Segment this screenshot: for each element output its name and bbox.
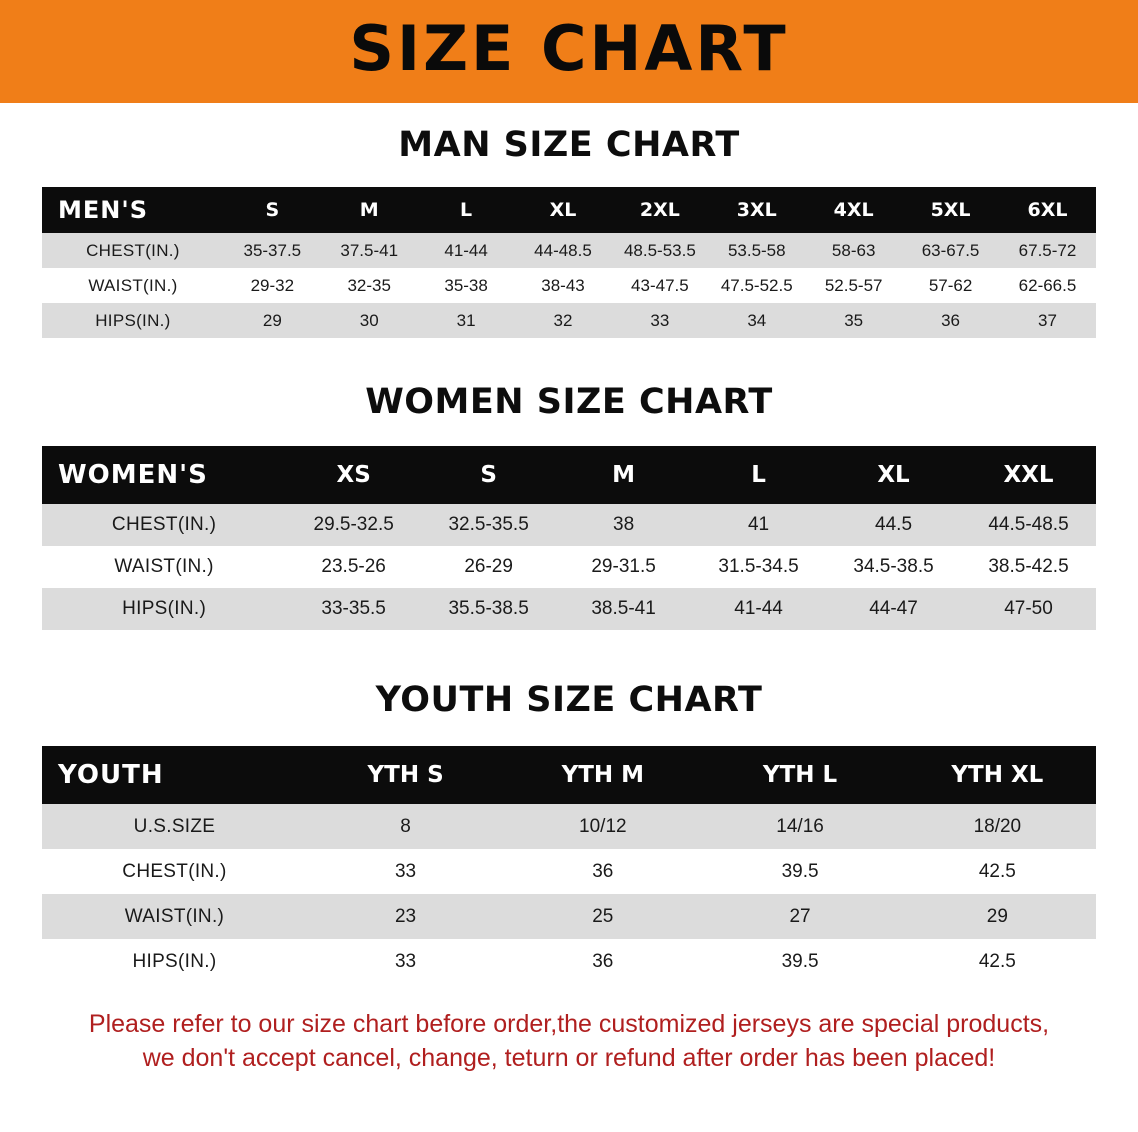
youth-cell-value: 42.5 [978, 860, 1016, 882]
youth-cell-value: 27 [789, 905, 811, 927]
women-row-label: HIPS(IN.) [122, 598, 207, 619]
youth-cell-value: 33 [394, 860, 417, 882]
man-column-header: S [265, 199, 280, 221]
youth-cell-value: 10/12 [579, 815, 627, 837]
women-column-header: XS [336, 462, 371, 488]
man-cell-value: 31 [456, 310, 476, 330]
youth-table-body [42, 804, 1096, 984]
youth-cell-value: 23 [394, 905, 417, 927]
man-cell-value: 47.5-52.5 [720, 275, 793, 295]
youth-cell-value: 36 [592, 860, 614, 882]
women-cell-value: 38.5-41 [591, 598, 656, 619]
man-cell-value: 67.5-72 [1018, 240, 1077, 260]
youth-table-corner-label: YOUTH [58, 760, 164, 790]
table-header-row [42, 446, 1096, 504]
women-cell-value: 23.5-26 [321, 556, 386, 577]
women-row-label: WAIST(IN.) [114, 556, 214, 577]
women-row-label: CHEST(IN.) [111, 514, 217, 535]
youth-table-head [42, 746, 1096, 804]
women-cell-value: 29-31.5 [591, 556, 656, 577]
man-column-header: 6XL [1027, 199, 1068, 221]
youth-row-label: HIPS(IN.) [132, 950, 217, 972]
table-header-row [42, 746, 1096, 804]
youth-column-header: YTH S [367, 762, 444, 788]
women-cell-value: 38 [613, 514, 635, 535]
women-column-header: M [612, 462, 636, 488]
women-cell-value: 38.5-42.5 [988, 556, 1069, 577]
man-cell-value: 41-44 [444, 240, 488, 260]
man-cell-value: 34 [747, 310, 767, 330]
youth-cell-value: 42.5 [978, 950, 1016, 972]
man-cell-value: 29 [262, 310, 282, 330]
man-cell-value: 30 [359, 310, 379, 330]
youth-cell-value: 33 [394, 950, 417, 972]
table-row [42, 894, 1096, 939]
table-row [42, 588, 1096, 630]
women-cell-value: 34.5-38.5 [853, 556, 934, 577]
women-cell-value: 44-47 [869, 598, 918, 619]
youth-cell-value: 8 [400, 815, 411, 837]
youth-cell-value: 14/16 [776, 815, 824, 837]
man-column-header: M [359, 199, 379, 221]
man-cell-value: 62-66.5 [1018, 275, 1077, 295]
man-cell-value: 48.5-53.5 [623, 240, 696, 260]
man-cell-value: 37 [1038, 310, 1057, 330]
women-column-header: S [480, 462, 497, 488]
women-column-header: XL [877, 462, 910, 488]
women-cell-value: 47-50 [1004, 598, 1053, 619]
man-cell-value: 63-67.5 [921, 240, 980, 260]
women-cell-value: 44.5 [875, 514, 913, 535]
table-row [42, 804, 1096, 849]
man-cell-value: 32 [553, 310, 573, 330]
women-table-head [42, 446, 1096, 504]
man-table-corner-label: MEN'S [58, 196, 148, 224]
man-column-header: 3XL [736, 199, 777, 221]
youth-cell-value: 25 [592, 905, 614, 927]
man-table-head [42, 187, 1096, 233]
man-cell-value: 35-38 [444, 275, 488, 295]
women-table-corner-label: WOMEN'S [58, 460, 208, 490]
man-cell-value: 32-35 [347, 275, 391, 295]
women-size-table-wrap [42, 446, 1096, 630]
women-cell-value: 29.5-32.5 [313, 514, 394, 535]
table-row [42, 546, 1096, 588]
youth-column-header: YTH M [561, 762, 645, 788]
youth-size-table-wrap [42, 746, 1096, 984]
table-row [42, 233, 1096, 268]
man-cell-value: 53.5-58 [727, 240, 786, 260]
man-column-header: 5XL [930, 199, 971, 221]
table-header-row [42, 187, 1096, 233]
youth-row-label: CHEST(IN.) [122, 860, 227, 882]
man-cell-value: 43-47.5 [631, 275, 689, 295]
women-section-heading: WOMEN SIZE CHART [365, 382, 773, 422]
man-cell-value: 57-62 [928, 275, 973, 295]
man-column-header: 4XL [833, 199, 874, 221]
women-column-header: XXL [1003, 462, 1054, 488]
women-cell-value: 35.5-38.5 [448, 598, 529, 619]
man-column-header: XL [549, 199, 577, 221]
man-column-header: 2XL [639, 199, 680, 221]
women-size-table [42, 446, 1096, 630]
man-cell-value: 38-43 [541, 275, 585, 295]
youth-cell-value: 36 [592, 950, 614, 972]
man-cell-value: 33 [650, 310, 670, 330]
women-cell-value: 32.5-35.5 [448, 514, 529, 535]
youth-cell-value: 29 [986, 905, 1008, 927]
man-row-label: WAIST(IN.) [88, 275, 178, 295]
women-cell-value: 33-35.5 [321, 598, 386, 619]
youth-row-label: WAIST(IN.) [124, 905, 225, 927]
table-row [42, 504, 1096, 546]
man-cell-value: 37.5-41 [340, 240, 399, 260]
women-cell-value: 31.5-34.5 [718, 556, 799, 577]
man-cell-value: 44-48.5 [534, 240, 592, 260]
page-banner [0, 0, 1138, 103]
man-row-label: HIPS(IN.) [95, 310, 171, 330]
women-cell-value: 41-44 [734, 598, 783, 619]
man-cell-value: 52.5-57 [824, 275, 883, 295]
youth-column-header: YTH L [762, 762, 838, 788]
youth-cell-value: 18/20 [973, 815, 1022, 837]
youth-section-heading: YOUTH SIZE CHART [375, 680, 763, 720]
man-cell-value: 35-37.5 [243, 240, 302, 260]
man-cell-value: 58-63 [831, 240, 876, 260]
youth-size-table [42, 746, 1096, 984]
page-title: SIZE CHART [349, 11, 789, 85]
policy-note [40, 1008, 1098, 1076]
man-cell-value: 29-32 [250, 275, 295, 295]
man-size-table-wrap [42, 187, 1096, 338]
women-cell-value: 44.5-48.5 [988, 514, 1069, 535]
youth-column-header: YTH XL [951, 762, 1044, 788]
man-table-body [42, 233, 1096, 338]
man-cell-value: 35 [844, 310, 864, 330]
table-row [42, 303, 1096, 338]
table-row [42, 939, 1096, 984]
youth-cell-value: 39.5 [781, 950, 819, 972]
table-row [42, 849, 1096, 894]
man-cell-value: 36 [941, 310, 961, 330]
policy-note-line-2: we don't accept cancel, change, teturn or refund after order has been placed! [142, 1043, 996, 1072]
policy-note-line-1: Please refer to our size chart before order,the customized jerseys are special products, [88, 1010, 1050, 1038]
man-column-header: L [460, 199, 473, 221]
man-row-label: CHEST(IN.) [86, 240, 180, 260]
women-cell-value: 26-29 [464, 556, 513, 577]
women-table-body [42, 504, 1096, 630]
table-row [42, 268, 1096, 303]
women-column-header: L [751, 462, 766, 488]
man-section-heading: MAN SIZE CHART [398, 125, 740, 165]
women-cell-value: 41 [747, 514, 770, 535]
man-size-table [42, 187, 1096, 338]
youth-row-label: U.S.SIZE [133, 815, 216, 837]
youth-cell-value: 39.5 [781, 860, 819, 882]
